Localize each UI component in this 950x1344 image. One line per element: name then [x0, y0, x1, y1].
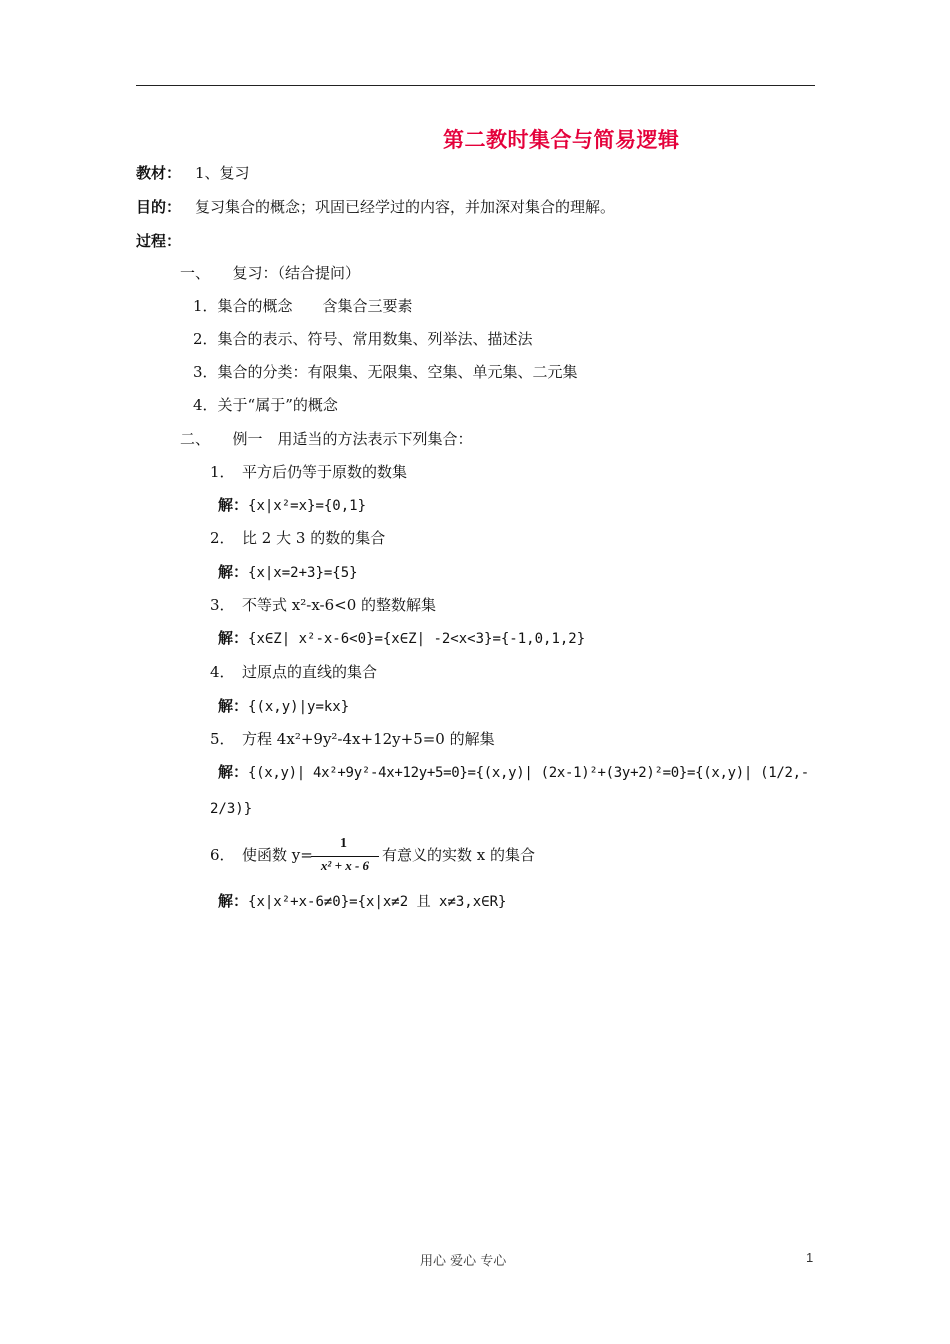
example-question-suffix: 有意义的实数 x 的集合 [382, 846, 535, 864]
fraction-numerator: 1 [340, 836, 347, 851]
example-question-prefix: 6． 使函数 y= [210, 846, 313, 864]
example-question: 3． 不等式 x²-x-6<0 的整数解集 [210, 596, 437, 614]
purpose-line [136, 197, 615, 217]
document-title: 第二教时集合与简易逻辑 [443, 127, 680, 152]
example-answer [218, 696, 349, 717]
answer-label: 解： [218, 892, 249, 910]
review-item: 1．集合的概念 含集合三要素 [193, 297, 413, 315]
answer-continuation: 2/3)} [210, 801, 253, 817]
example-question: 1． 平方后仍等于原数的数集 [210, 463, 408, 481]
example-question: 2． 比 2 大 3 的数的集合 [210, 529, 386, 547]
header-rule [136, 85, 815, 86]
answer-text: {x|x=2+3}={5} [248, 565, 358, 581]
example-answer [218, 628, 585, 649]
purpose-label: 目的： [136, 198, 182, 216]
process-label: 过程： [136, 232, 182, 250]
answer-label: 解： [218, 763, 249, 781]
example-answer [218, 495, 366, 516]
section2-heading: 二、 例一 用适当的方法表示下列集合： [180, 430, 473, 448]
answer-label: 解： [218, 697, 249, 715]
review-item: 3．集合的分类：有限集、无限集、空集、单元集、二元集 [193, 363, 578, 381]
example-question: 5． 方程 4x²+9y²-4x+12y+5=0 的解集 [210, 730, 495, 748]
material-text: 1、复习 [195, 164, 250, 182]
answer-label: 解： [218, 563, 249, 581]
section1-heading: 一、 复习：（结合提问） [180, 264, 361, 282]
material-line [136, 163, 250, 183]
footer-text: 用心 爱心 专心 [420, 1254, 507, 1269]
example-answer [218, 562, 358, 583]
answer-label: 解： [218, 496, 249, 514]
fraction-denominator: x² + x - 6 [320, 858, 370, 873]
review-item: 4．关于“属于”的概念 [193, 396, 338, 414]
purpose-text: 复习集合的概念；巩固已经学过的内容，并加深对集合的理解。 [195, 198, 616, 216]
example-answer [218, 762, 809, 783]
review-item: 2．集合的表示、符号、常用数集、列举法、描述法 [193, 330, 533, 348]
answer-text: {(x,y)|y=kx} [248, 699, 350, 715]
fraction [311, 836, 379, 878]
answer-text: {x|x²+x-6≠0}={x|x≠2 且 x≠3,x∈R} [248, 894, 507, 910]
material-label: 教材： [136, 164, 182, 182]
page-number: 1 [806, 1250, 814, 1265]
example-question: 4． 过原点的直线的集合 [210, 663, 378, 681]
example-answer [218, 891, 506, 912]
fraction-bar [311, 856, 379, 857]
answer-text: {(x,y)| 4x²+9y²-4x+12y+5=0}={(x,y)| (2x-1)²+(3y+2)²=0}={(x,y)| (1/2,- [248, 765, 809, 781]
answer-text: {x∈Z| x²-x-6<0}={x∈Z| -2<x<3}={-1,0,1,2} [248, 631, 586, 647]
answer-text: {x|x²=x}={0,1} [248, 498, 367, 514]
answer-label: 解： [218, 629, 249, 647]
